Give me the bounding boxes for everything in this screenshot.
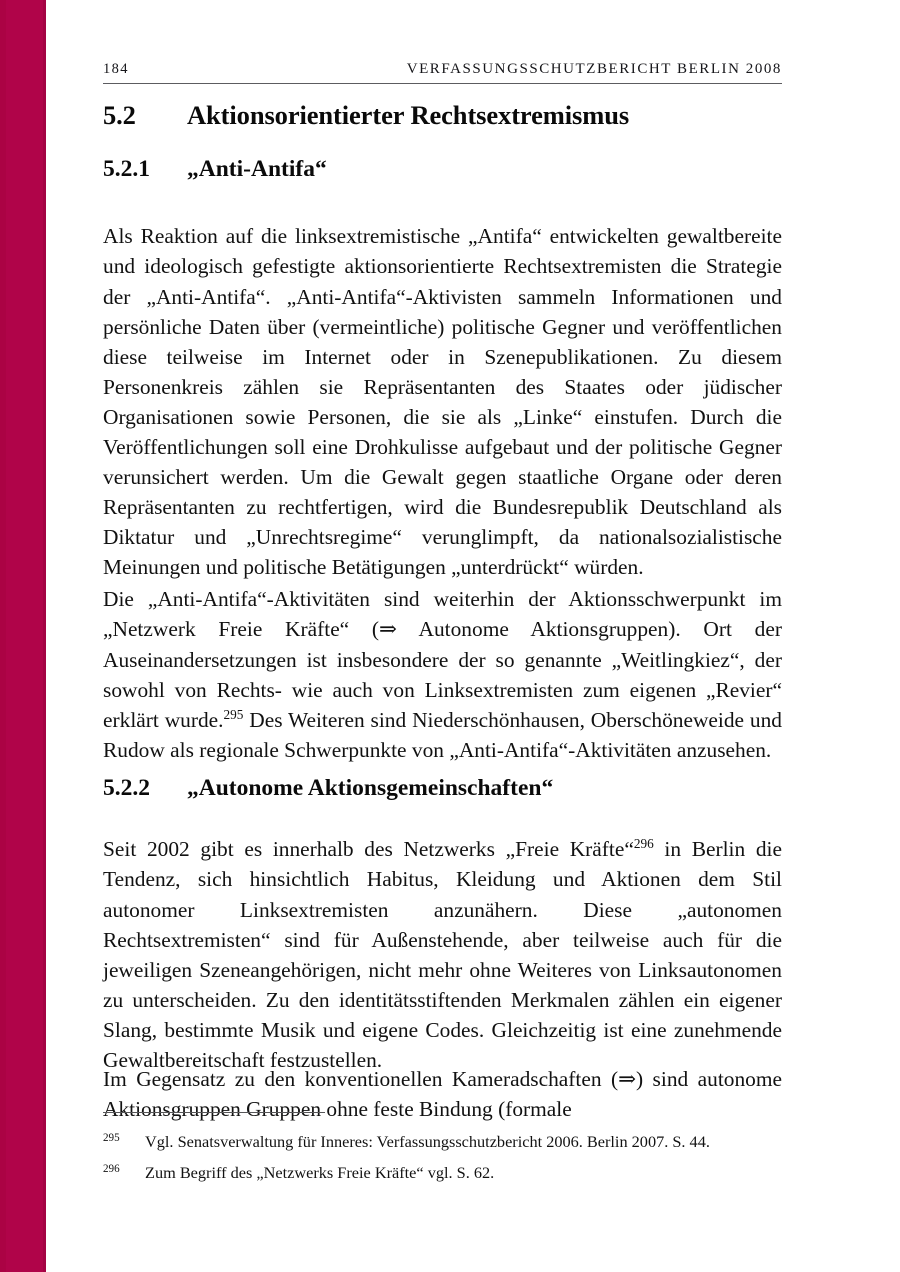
footnote-marker: 295 <box>103 1132 120 1144</box>
paragraph-anti-antifa-intro: Als Reaktion auf die linksextremistische „Antifa“ entwickelten gewaltbereite und ideologisch gefestigte aktionsorientierte Rechtsextremisten die Strategie der „Anti-Antifa“. „Anti-Antifa“-Aktivisten sammeln Informationen und persönliche Daten über (vermeintliche) politische Gegner und veröffentlichen diese teilweise im Internet oder in Szenepublikationen. Zu diesem Personenkreis zählen sie Repräsentanten des Staates oder jüdischer Organisationen sowie Personen, die sie als „Linke“ einstufen. Durch die Veröffentlichungen soll eine Drohkulisse aufgebaut und der politische Gegner verunsichert werden. Um die Gewalt gegen staatliche Organe oder deren Repräsentanten zu rechtfertigen, wird die Bundesrepublik Deutschland als Diktatur und „Unrechtsregime“ verunglimpft, da nationalsozialistische Meinungen und politische Betätigungen „unterdrückt“ würden. <box>103 224 782 580</box>
section-heading-5-2-2 <box>103 775 782 802</box>
footnote-text: Zum Begriff des „Netzwerks Freie Kräfte“ vgl. S. 62. <box>145 1162 495 1182</box>
paragraph-text-part: Des Weiteren sind Niederschönhausen, Oberschöneweide und Rudow als regionale Schwerpunkte von „Anti-Antifa“-Aktivitäten anzusehen. <box>103 707 782 762</box>
paragraph-kameradschaften-continued: Im Gegensatz zu den konventionellen Kameradschaften (⇒) sind autonome Aktionsgruppen Gruppen ohne feste Bindung (formale <box>103 1067 782 1122</box>
footnote-marker: 296 <box>103 1162 120 1175</box>
paragraph-autonome-aktionsgemeinschaften <box>103 834 782 1075</box>
section-heading-5-2-1 <box>103 156 782 183</box>
section-title: Aktionsorientierter Rechtsextremismus <box>187 100 630 130</box>
paragraph-anti-antifa-activities <box>103 584 782 765</box>
footnote-text: Vgl. Senatsverwaltung für Inneres: Verfassungsschutzbericht 2006. Berlin 2007. S. 44. <box>145 1132 710 1151</box>
paragraph-text-part: Die „Anti-Antifa“-Aktivitäten sind weiterhin der Aktionsschwerpunkt im „Netzwerk Freie Kräfte“ (⇒ Autonome Aktionsgruppen). Ort der Auseinandersetzungen ist insbesondere der so genannte „Weitlingkiez“, der sowohl von Rechts- wie auch von Linksextremisten zum eigenen „Revier“ erklärt wurde. <box>103 587 782 732</box>
section-heading-5-2 <box>103 100 782 131</box>
running-header <box>103 61 782 84</box>
footnote-item <box>103 1159 782 1190</box>
running-title: VERFASSUNGSSCHUTZBERICHT BERLIN 2008 <box>406 61 782 77</box>
footnote-ref-296[interactable]: 296 <box>633 836 654 852</box>
spine-right-edge <box>43 0 46 1272</box>
subsection-number: 5.2.1 <box>103 156 150 182</box>
subsection-title: „Autonome Aktionsgemeinschaften“ <box>187 775 554 801</box>
footnote-item <box>103 1128 782 1159</box>
spine-inner-edge <box>0 0 6 1272</box>
section-number: 5.2 <box>103 100 136 130</box>
subsection-title: „Anti-Antifa“ <box>187 156 327 182</box>
footnote-separator-rule <box>103 1112 325 1113</box>
footnote-block <box>103 1128 782 1189</box>
page-accent-spine <box>0 0 46 1272</box>
paragraph-text-part: Seit 2002 gibt es innerhalb des Netzwerks „Freie Kräfte“ <box>103 837 634 862</box>
footnote-ref-295[interactable]: 295 <box>223 706 244 722</box>
paragraph-text-part: in Berlin die Tendenz, sich hinsichtlich Habitus, Kleidung und Aktionen dem Stil autonomer Linksextremisten anzunähern. Diese „autonomen Rechtsextremisten“ sind für Außenstehende, aber teilweise auch für die jeweiligen Szeneangehörigen, nicht mehr ohne Weiteres von Linksautonomen zu unterscheiden. Zu den identitätsstiftenden Merkmalen zählen ein eigener Slang, bestimmte Musik und eigene Codes. Gleichzeitig ist eine zunehmende Gewaltbereitschaft festzustellen. <box>103 837 782 1073</box>
subsection-number: 5.2.2 <box>103 775 150 801</box>
page-number: 184 <box>103 61 129 77</box>
